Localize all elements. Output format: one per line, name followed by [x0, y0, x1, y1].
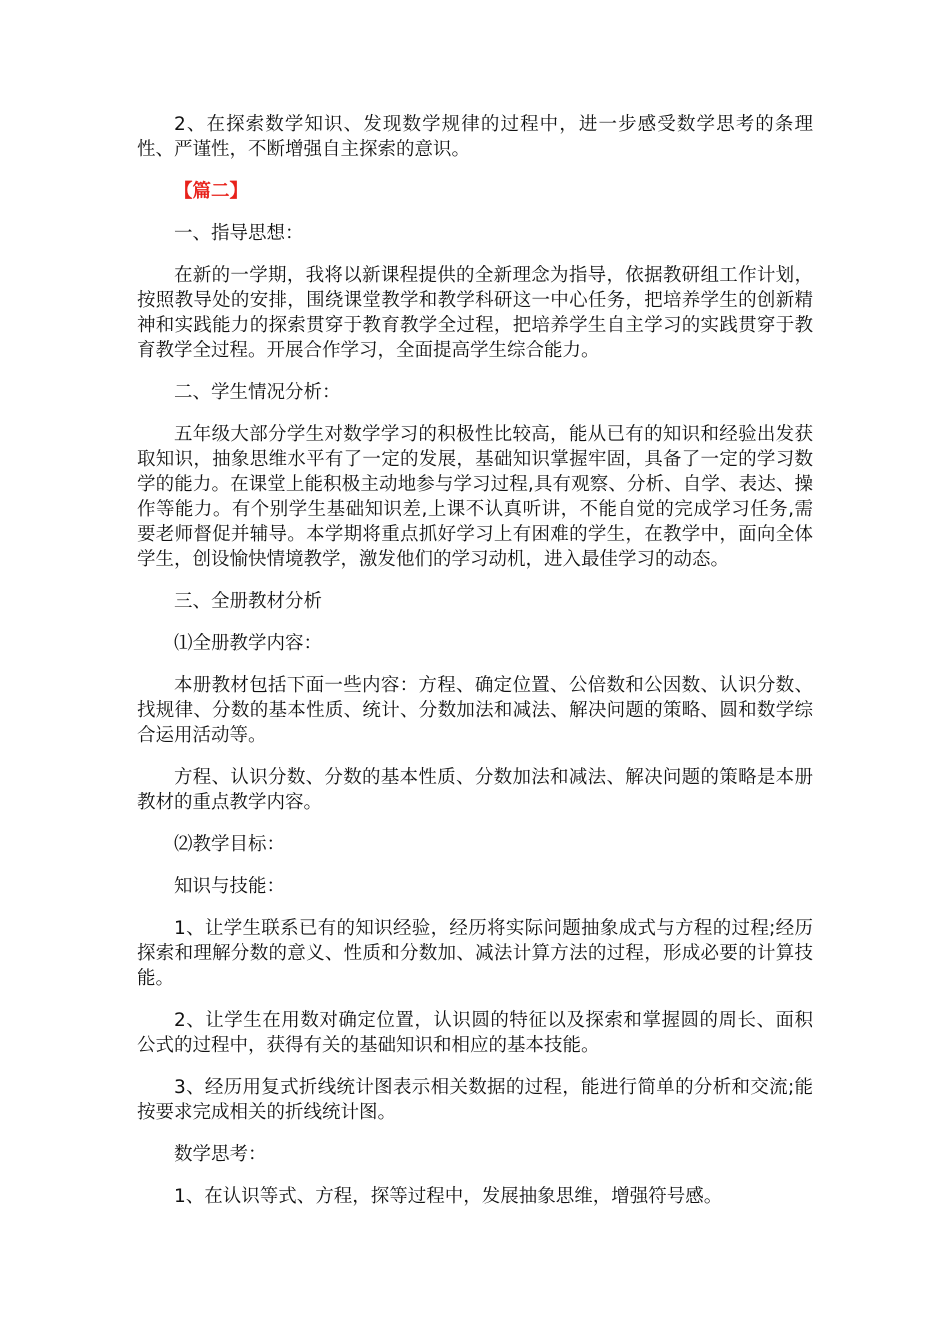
document-page — [137, 112, 813, 1209]
heading-guiding-ideology: 一、指导思想： — [174, 223, 304, 244]
heading-teaching-goals: ⑵教学目标： — [174, 834, 286, 855]
paragraph-skill-2: 2、让学生在用数对确定位置，认识圆的特征以及探索和掌握圆的周长、面积公式的过程中，获得有关的基础知识和相应的基本技能。 — [137, 1010, 813, 1056]
heading-math-thinking: 数学思考： — [174, 1144, 267, 1165]
paragraph-teaching-content: 本册教材包括下面一些内容：方程、确定位置、公倍数和公因数、认识分数、找规律、分数的基本性质、统计、分数加法和减法、解决问题的策略、圆和数学综合运用活动等。 — [137, 675, 813, 746]
paragraph-guiding-ideology: 在新的一学期，我将以新课程提供的全新理念为指导，依据教研组工作计划，按照教导处的安排，围绕课堂教学和教学科研这一中心任务，把培养学生的创新精神和实践能力的探索贯穿于教育教学全过程，把培养学生自主学习的实践贯穿于教育教学全过程。开展合作学习，全面提高学生综合能力。 — [137, 265, 813, 361]
paragraph-goal-2: 2、在探索数学知识、发现数学规律的过程中，进一步感受数学思考的条理性、严谨性，不断增强自主探索的意识。 — [137, 114, 813, 160]
heading-textbook-analysis: 三、全册教材分析 — [174, 591, 323, 612]
paragraph-skill-3: 3、经历用复式折线统计图表示相关数据的过程，能进行简单的分析和交流;能按要求完成相关的折线统计图。 — [137, 1077, 813, 1123]
section-marker-part-two: 【篇二】 — [174, 181, 249, 202]
heading-knowledge-skills: 知识与技能： — [174, 876, 286, 897]
paragraph-key-content: 方程、认识分数、分数的基本性质、分数加法和减法、解决问题的策略是本册教材的重点教学内容。 — [137, 767, 813, 813]
paragraph-thinking-1: 1、在认识等式、方程，探等过程中，发展抽象思维，增强符号感。 — [174, 1186, 723, 1207]
paragraph-skill-1: 1、让学生联系已有的知识经验，经历将实际问题抽象成式与方程的过程;经历探索和理解分数的意义、性质和分数加、减法计算方法的过程，形成必要的计算技能。 — [137, 918, 813, 989]
paragraph-student-analysis: 五年级大部分学生对数学学习的积极性比较高，能从已有的知识和经验出发获取知识，抽象思维水平有了一定的发展，基础知识掌握牢固，具备了一定的学习数学的能力。在课堂上能积极主动地参与学习过程,具有观察、分析、自学、表达、操作等能力。有个别学生基础知识差,上课不认真听讲，不能自觉的完成学习任务,需要老师督促并辅导。本学期将重点抓好学习上有困难的学生，在教学中，面向全体学生，创设愉快情境教学，激发他们的学习动机，进入最佳学习的动态。 — [137, 424, 813, 570]
heading-student-analysis: 二、学生情况分析： — [174, 382, 341, 403]
heading-teaching-content: ⑴全册教学内容： — [174, 633, 323, 654]
